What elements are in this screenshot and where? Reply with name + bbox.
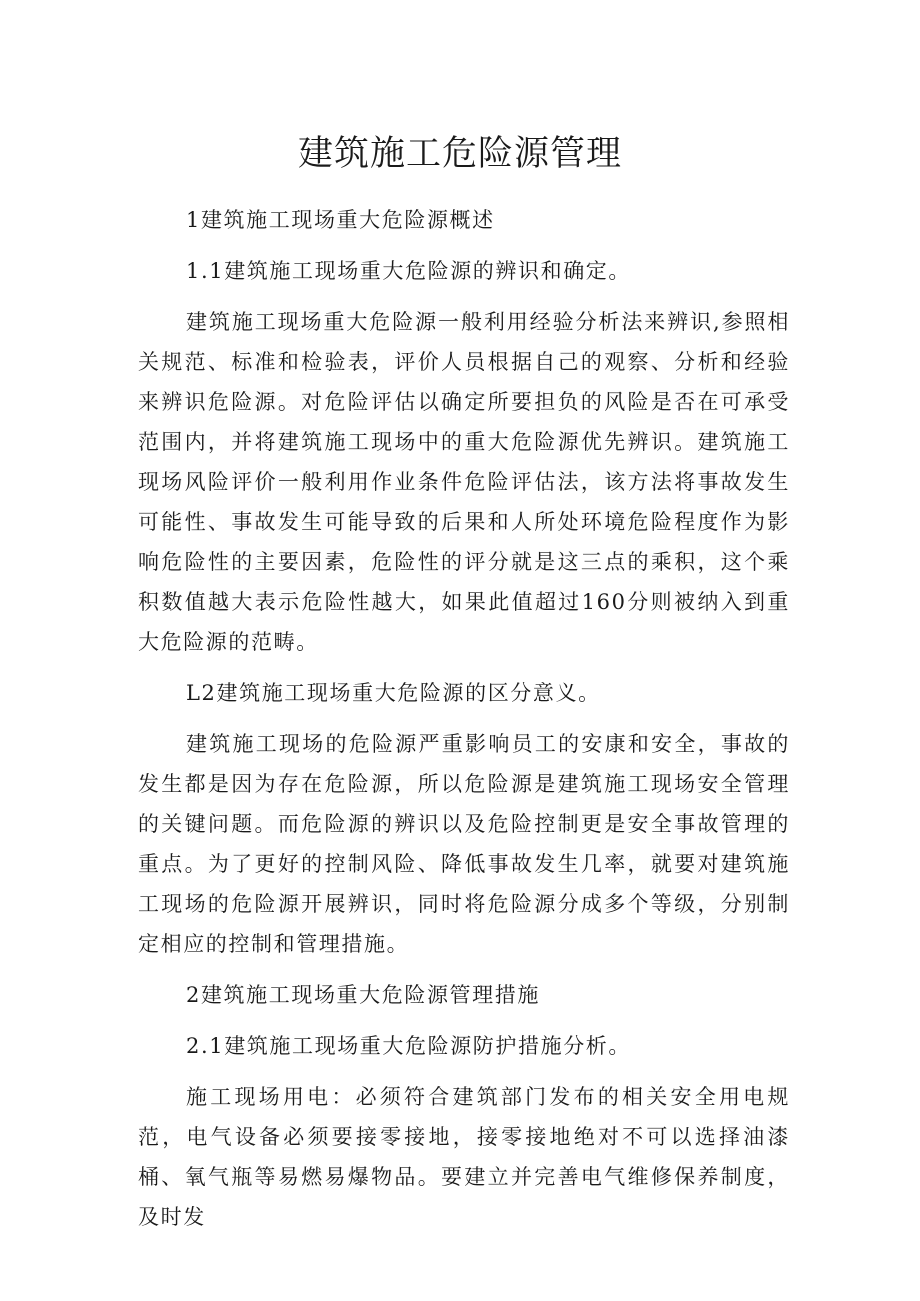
subsection-heading-2-1: 2.1建筑施工现场重大危险源防护措施分析。: [186, 1034, 631, 1058]
paragraph-site-electricity: 施工现场用电：必须符合建筑部门发布的相关安全用电规范，电气设备必须要接零接地，接零接地绝对不可以选择油漆桶、氧气瓶等易燃易爆物品。要建立并完善电气维修保养制度，及时发: [138, 1085, 790, 1229]
section-heading-1: 1建筑施工现场重大危险源概述: [186, 208, 495, 232]
subsection-heading-1-1: 1.1建筑施工现场重大危险源的辨识和确定。: [186, 259, 631, 283]
paragraph-classification-significance: 建筑施工现场的危险源严重影响员工的安康和安全，事故的发生都是因为存在危险源，所以危险源是建筑施工现场安全管理的关键问题。而危险源的辨识以及危险控制更是安全事故管理的重点。为了更好的控制风险、降低事故发生几率，就要对建筑施工现场的危险源开展辨识，同时将危险源分成多个等级，分别制定相应的控制和管理措施。: [138, 732, 790, 956]
subsection-heading-1-2: L2建筑施工现场重大危险源的区分意义。: [186, 681, 601, 705]
document-title: 建筑施工危险源管理: [297, 134, 622, 174]
section-heading-2: 2建筑施工现场重大危险源管理措施: [186, 983, 540, 1007]
document-body: [138, 200, 790, 1248]
paragraph-hazard-identification: 建筑施工现场重大危险源一般利用经验分析法来辨识,参照相关规范、标准和检验表，评价人员根据自己的观察、分析和经验来辨识危险源。对危险评估以确定所要担负的风险是否在可承受范围内，并将建筑施工现场中的重大危险源优先辨识。建筑施工现场风险评价一般利用作业条件危险评估法，该方法将事故发生可能性、事故发生可能导致的后果和人所处环境危险程度作为影响危险性的主要因素，危险性的评分就是这三点的乘积，这个乘积数值越大表示危险性越大，如果此值超过160分则被纳入到重大危险源的范畴。: [138, 310, 790, 654]
